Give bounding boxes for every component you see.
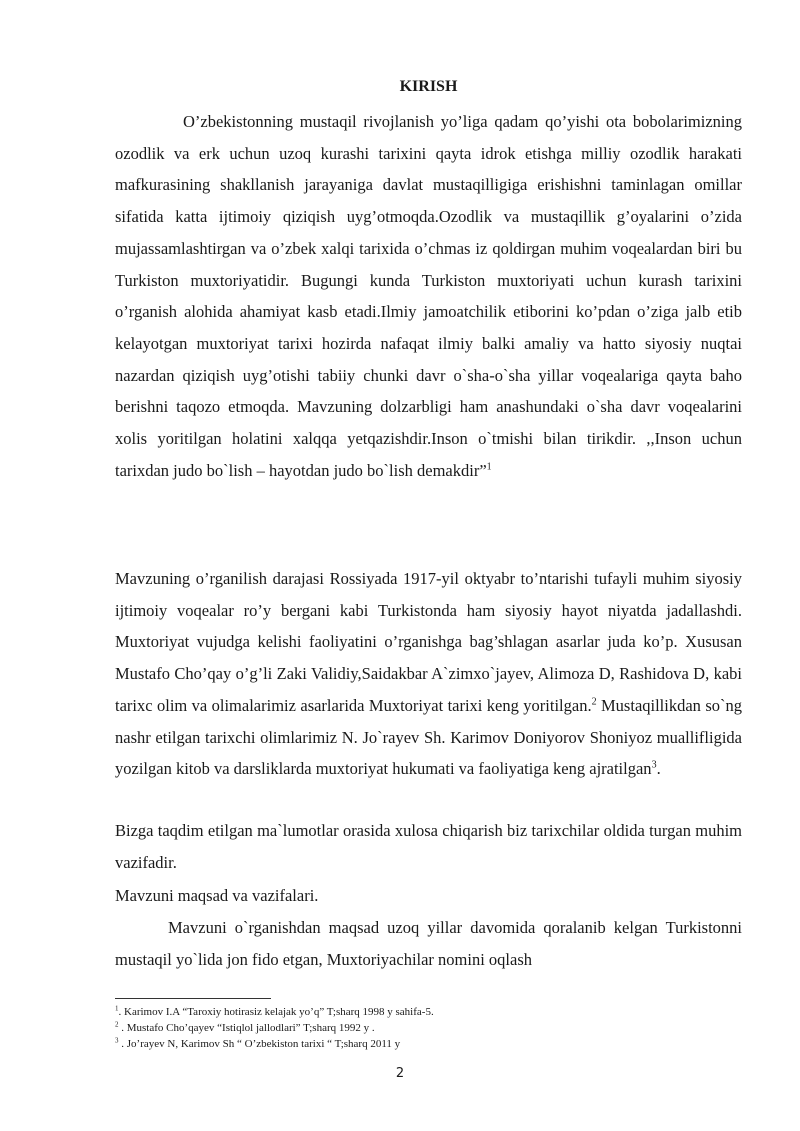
footnote-text: . Jo’rayev N, Karimov Sh “ O’zbekiston tarixi “ T;sharq 2011 y: [118, 1038, 401, 1050]
study-level-paragraph: [115, 563, 742, 785]
footnote-divider: [115, 998, 271, 999]
footnote-3: [115, 1036, 742, 1052]
footnote-text: . Karimov I.A “Taroxiy hotirasiz kelajak yo’q” T;sharq 1998 y sahifa-5.: [118, 1006, 434, 1018]
section-title: KIRISH: [399, 78, 458, 95]
footnote-ref-2[interactable]: 2: [591, 696, 597, 708]
footnote-2: [115, 1020, 742, 1036]
footnote-mark: 1: [115, 1004, 119, 1013]
footnote-text: . Mustafo Cho’qayev “Istiqlol jallodlari” T;sharq 1992 y .: [118, 1022, 375, 1034]
intro-paragraph: [115, 106, 742, 486]
study-level-text-a: Mavzuning o’rganilish darajasi Rossiyada 1917-yil oktyabr to’ntarishi tufayli muhim siyosiy ijtimoiy voqealar ro’y bergani kabi Turkistonda ham siyosiy hayot niyatda jadallashdi. Muxtoriyat vujudga kelishi faoliyatini o’rganishga bag’shlagan asarlar juda ko’p. Xususan Mustafo Cho’qay o’g’li Zaki Validiy,Saidakbar A`zimxo`jayev, Alimoza D, Rashidova D, kabi tarixc olim va olimalarimiz asarlarida Muxtoriyat tarixi keng yoritilgan.: [115, 569, 742, 715]
goals-heading: Mavzuni maqsad va vazifalari.: [115, 886, 319, 905]
goals-paragraph: Mavzuni o`rganishdan maqsad uzoq yillar davomida qoralanib kelgan Turkistonni mustaqil yo`lida jon fido etgan, Muxtoriyachilar nomini oqlash: [115, 918, 742, 969]
study-level-text-c: .: [656, 759, 661, 779]
study-level-text-b: Mustaqillikdan so`ng nashr etilgan tarixchi olimlarimiz N. Jo`rayev Sh. Karimov Doniyorov Shoniyoz muallifligida yozilgan kitob va darsliklarda muxtoriyat hukumati va faoliyatiga keng ajratilgan: [115, 695, 743, 779]
page-number: 2: [395, 1066, 405, 1081]
footnote-ref-3[interactable]: 3: [651, 759, 657, 771]
footnote-mark: 3: [115, 1036, 119, 1045]
conclusion-paragraph: Bizga taqdim etilgan ma`lumotlar orasida xulosa chiqarish biz tarixchilar oldida turgan muhim vazifadir.: [115, 821, 742, 872]
footnote-1: [115, 1004, 742, 1020]
footnotes: [115, 1004, 742, 1052]
footnote-mark: 2: [115, 1020, 119, 1029]
footnote-ref-1[interactable]: 1: [486, 461, 492, 473]
intro-text: O’zbekistonning mustaqil rivojlanish yo’liga qadam qo’yishi ota bobolarimizning ozodlik va erk uchun uzoq kurashi tarixini qayta idrok etishga milliy ozodlik harakati mafkurasining shakllanish jarayaniga davlat mustaqilligiga erishishni taminlagan omillar sifatida katta ijtimoiy qiziqish uyg’otmoqda.Ozodlik va mustaqillik g’oyalarini o’zida mujassamlashtirgan va o’zbek xalqi tarixida o’chmas iz qoldirgan muhim voqealardan biri bu Turkiston muxtoriyatidir. Bugungi kunda Turkiston muxtoriyati uchun kurash tarixini o’rganish alohida ahamiyat kasb etadi.Ilmiy jamoatchilik etiborini ko’pdan o’ziga jalb etib kelayotgan muxtoriyat tarixi hozirda nafaqat ilmiy balki amaliy va hatto siyosiy nuqtai nazardan qiziqish uyg’otishi tabiiy chunki davr o`sha-o`sha yillar voqealariga qayta baho berishni taqozo etmoqda. Mavzuning dolzarbligi ham anashundaki o`sha davr voqealarini xolis yoritilgan holatini xalqqa yetqazishdir.Inson o`tmishi bilan tirikdir. ,,Inson uchun tarixdan judo bo`lish – hayotdan judo bo`lish demakdir”: [115, 112, 742, 480]
